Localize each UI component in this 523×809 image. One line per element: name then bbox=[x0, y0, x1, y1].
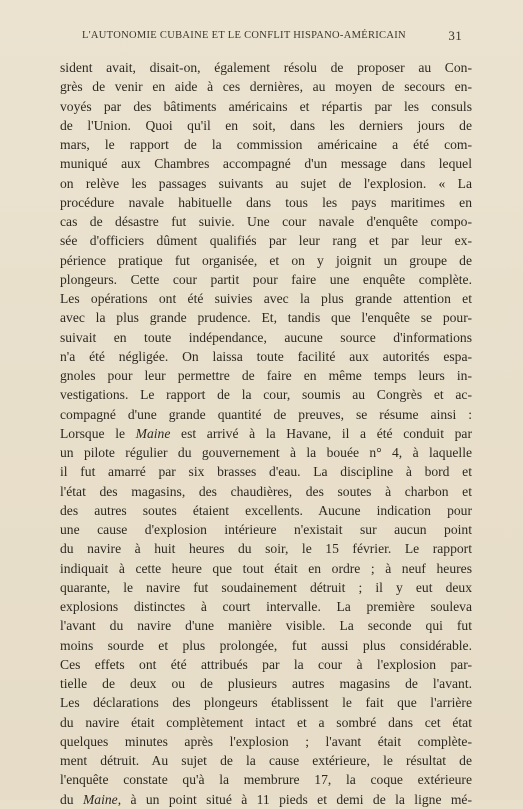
text-line: compagné d'une grande quantité de preuves, se résume ainsi : bbox=[60, 406, 472, 422]
text-line: tielle de deux ou de plusieurs autres magasins de l'avant. bbox=[60, 676, 472, 691]
text-line: n'a été négligée. On laissa toute facilité aux autorités espa- bbox=[60, 348, 472, 364]
text-line: Ces effets ont été attribués par la cour à l'explosion par- bbox=[60, 656, 472, 672]
text-line: du Maine, à un point situé à 11 pieds et demi de la ligne mé- bbox=[60, 791, 472, 807]
text-line: moins sourde et plus prolongée, fut aussi plus considérable. bbox=[60, 637, 472, 653]
text-line: sident avait, disait-on, également résolu de proposer au Con- bbox=[60, 60, 472, 75]
text-line: on relève les passages suivants au sujet de l'explosion. « La bbox=[60, 175, 472, 191]
text-line: grès de venir en aide à ces dernières, au moyen de secours en- bbox=[60, 79, 472, 95]
text-line: l'enquête constate qu'à la membrure 17, la coque extérieure bbox=[60, 772, 472, 788]
text-line: il fut amarré par six brasses d'eau. La discipline à bord et bbox=[60, 464, 472, 480]
text-line: Les déclarations des plongeurs établissent le fait que l'arrière bbox=[60, 695, 472, 711]
text-line: du navire à huit heures du soir, le 15 février. Le rapport bbox=[60, 541, 472, 557]
text-line: sée d'officiers dûment qualifiés par leur rang et par leur ex- bbox=[60, 233, 472, 249]
running-title: L'AUTONOMIE CUBAINE ET LE CONFLIT HISPANO-AMÉRICAIN bbox=[82, 30, 406, 41]
text-line: Les opérations ont été suivies avec la plus grande attention et bbox=[60, 291, 472, 306]
page-number: 31 bbox=[448, 28, 462, 43]
body-text bbox=[60, 58, 472, 809]
text-line: de l'Union. Quoi qu'il en soit, dans les derniers jours de bbox=[60, 117, 472, 133]
text-line: quarante, le navire fut soudainement détruit ; il y eut deux bbox=[60, 579, 472, 595]
text-line: voyés par des bâtiments américains et répartis par les consuls bbox=[60, 98, 472, 114]
text-line: périence pratique fut organisée, et on y joignit un groupe de bbox=[60, 252, 472, 268]
text-line: du navire était complètement intact et a sombré dans cet état bbox=[60, 714, 472, 730]
text-line: l'état des magasins, des chaudières, des soutes à charbon et bbox=[60, 483, 472, 499]
text-line: explosions distinctes à court intervalle. La première souleva bbox=[60, 599, 472, 614]
text-line: vestigations. Le rapport de la cour, soumis au Congrès et ac- bbox=[60, 387, 472, 403]
text-line: indiquait à cette heure que tout était en ordre ; à neuf heures bbox=[60, 560, 472, 576]
text-line: plongeurs. Cette cour partit pour faire une enquête complète. bbox=[60, 271, 472, 287]
text-line: cas de désastre fut suivie. Une cour navale d'enquête compo- bbox=[60, 214, 472, 229]
text-line: des autres soutes étaient excellents. Aucune indication pour bbox=[60, 502, 472, 518]
text-line: gnoles pour leur permettre de faire en même temps leurs in- bbox=[60, 368, 472, 383]
text-line: procédure navale habituelle dans tous les pays maritimes en bbox=[60, 194, 472, 210]
text-line: ment détruit. Au sujet de la cause extérieure, le résultat de bbox=[60, 753, 472, 768]
running-head bbox=[82, 30, 462, 46]
text-line: avec la plus grande prudence. Et, tandis que l'enquête se pour- bbox=[60, 310, 472, 326]
text-line: suivait en toute indépendance, aucune source d'informations bbox=[60, 329, 472, 345]
text-line: quelques minutes après l'explosion ; l'avant était complète- bbox=[60, 733, 472, 749]
text-line: Lorsque le Maine est arrivé à la Havane, il a été conduit par bbox=[60, 425, 472, 441]
text-line: mars, le rapport de la commission américaine a été com- bbox=[60, 137, 472, 152]
text-line: muniqué aux Chambres accompagné d'un message dans lequel bbox=[60, 156, 472, 172]
text-line: un pilote régulier du gouvernement à la bouée n° 4, à laquelle bbox=[60, 445, 472, 460]
text-line: une cause d'explosion intérieure n'existait sur aucun point bbox=[60, 522, 472, 537]
text-line: l'avant du navire d'une manière visible. La seconde qui fut bbox=[60, 618, 472, 634]
